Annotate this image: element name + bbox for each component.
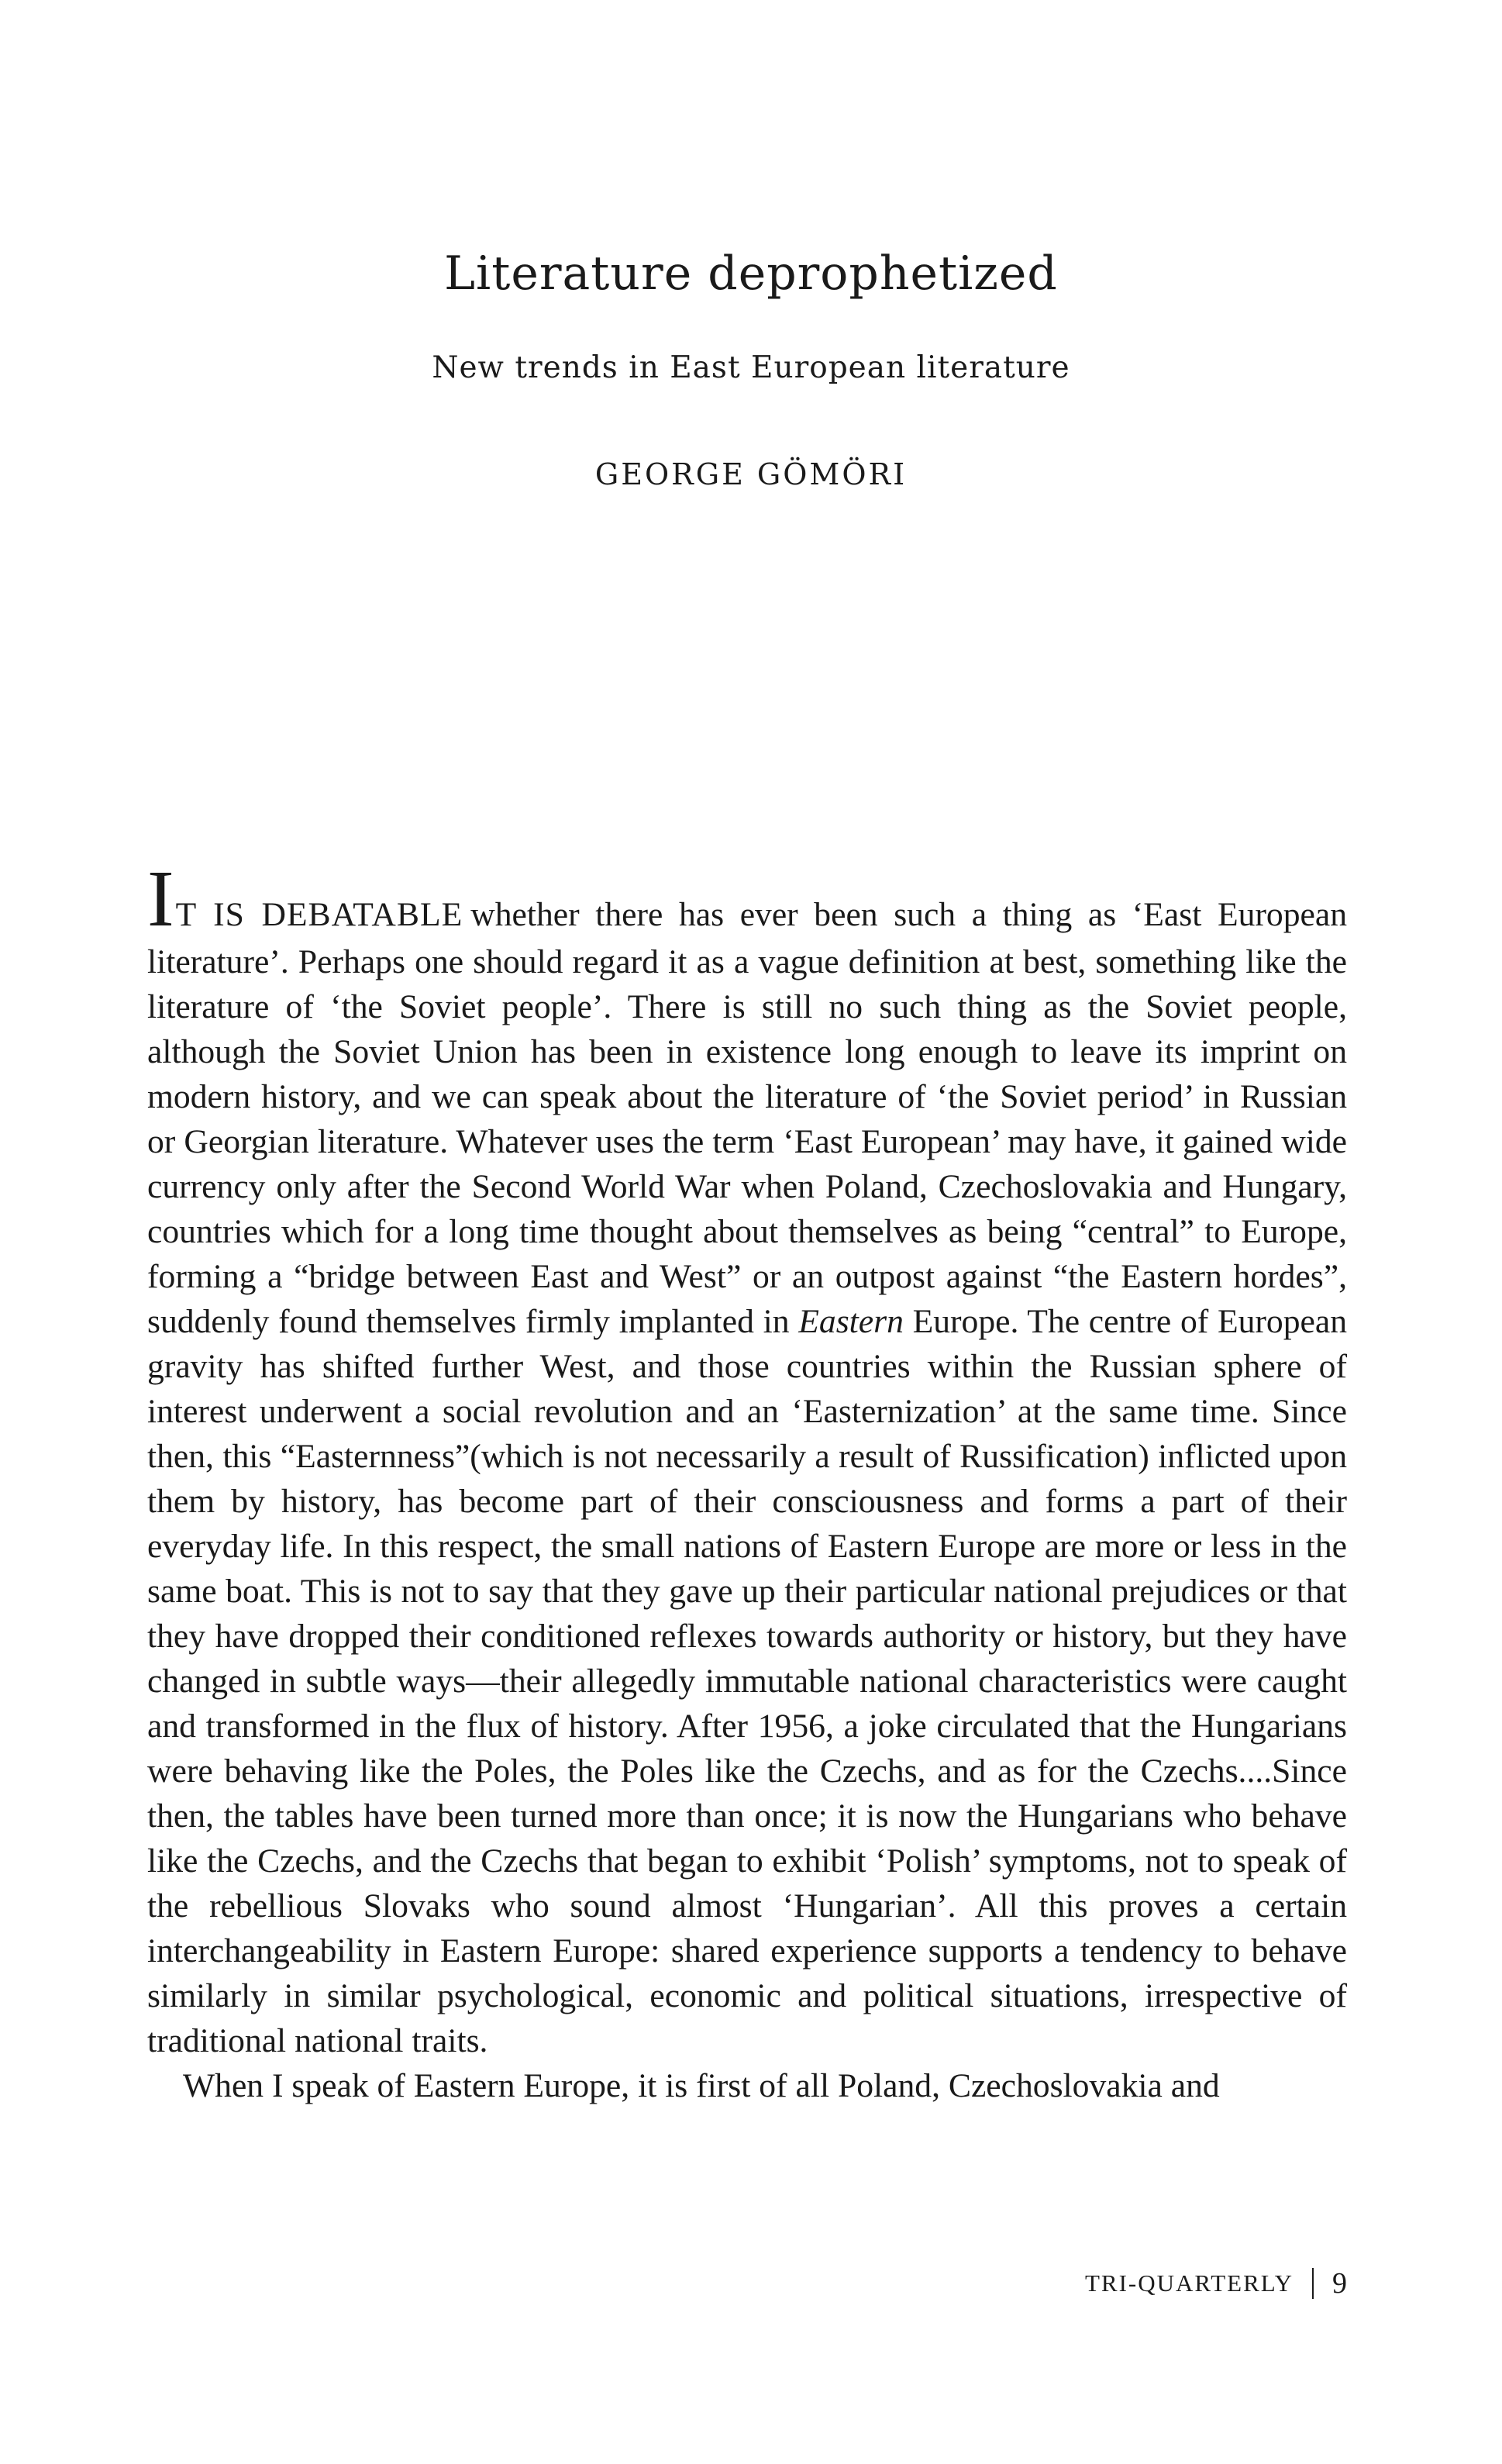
paragraph-1-continued: Europe. The centre of European gravity has shifted further West, and those countries within the Russian sphere of interest underwent a social revolution and an ‘Easternization’ at the same time. Since then, this “Easternness”(which is not necessarily a result of Russification) inflicted upon them by history, has become part of their consciousness and forms a part of their everyday life. In this respect, the small nations of Eastern Europe are more or less in the same boat. This is not to say that they gave up their particular national prejudices or that they have dropped their conditioned reflexes towards authority or history, but they have changed in subtle ways—their allegedly immutable national characteristics were caught and transformed in the flux of history. After 1956, a joke circulated that the Hungarians were behaving like the Poles, the Poles like the Czechs, and as for the Czechs....Since then, the tables have been turned more than once; it is now the Hungarians who behave like the Czechs, and the Czechs that began to exhibit ‘Polish’ symptoms, not to speak of the rebellious Slovaks who sound almost ‘Hungarian’. All this proves a certain interchangeability in Eastern Europe: shared experience supports a tendency to behave similarly in similar psychological, economic and political situations, irrespective of traditional national traits. bbox=[147, 1303, 1348, 2059]
paragraph-1-text: whether there has ever been such a thing as ‘East European literature’. Perhaps one should regard it as a vague definition at best, something like the literature of ‘the Soviet people’. There is still no such thing as the Soviet people, although the Soviet Union has been in existence long enough to leave its imprint on modern history, and we can speak about the literature of ‘the Soviet period’ in Russian or Georgian literature. Whatever uses the term ‘East European’ may have, it gained wide currency only after the Second World War when Poland, Czechoslovakia and Hungary, countries which for a long time thought about themselves as being “central” to Europe, forming a “bridge between East and West” or an outpost against “the Eastern hordes”, suddenly found themselves firmly implanted in bbox=[147, 896, 1347, 1340]
paragraph-1-emphasis: Eastern bbox=[798, 1303, 904, 1340]
article-body bbox=[147, 854, 1348, 2108]
paragraph-1 bbox=[147, 854, 1348, 2063]
article-author: GEORGE GÖMÖRI bbox=[594, 457, 908, 491]
paragraph-2: When I speak of Eastern Europe, it is first of all Poland, Czechoslovakia and bbox=[183, 2067, 1220, 2104]
journal-name: TRI-QUARTERLY bbox=[1084, 2269, 1294, 2297]
page-footer bbox=[930, 2266, 1347, 2300]
article-subtitle: New trends in East European literature bbox=[432, 350, 1070, 385]
drop-cap: I bbox=[147, 854, 174, 943]
lead-in: T IS DEBATABLE bbox=[175, 896, 463, 933]
page-number: 9 bbox=[1332, 2267, 1347, 2300]
article-title: Literature deprophetized bbox=[444, 246, 1058, 301]
footer-divider bbox=[1312, 2268, 1314, 2299]
